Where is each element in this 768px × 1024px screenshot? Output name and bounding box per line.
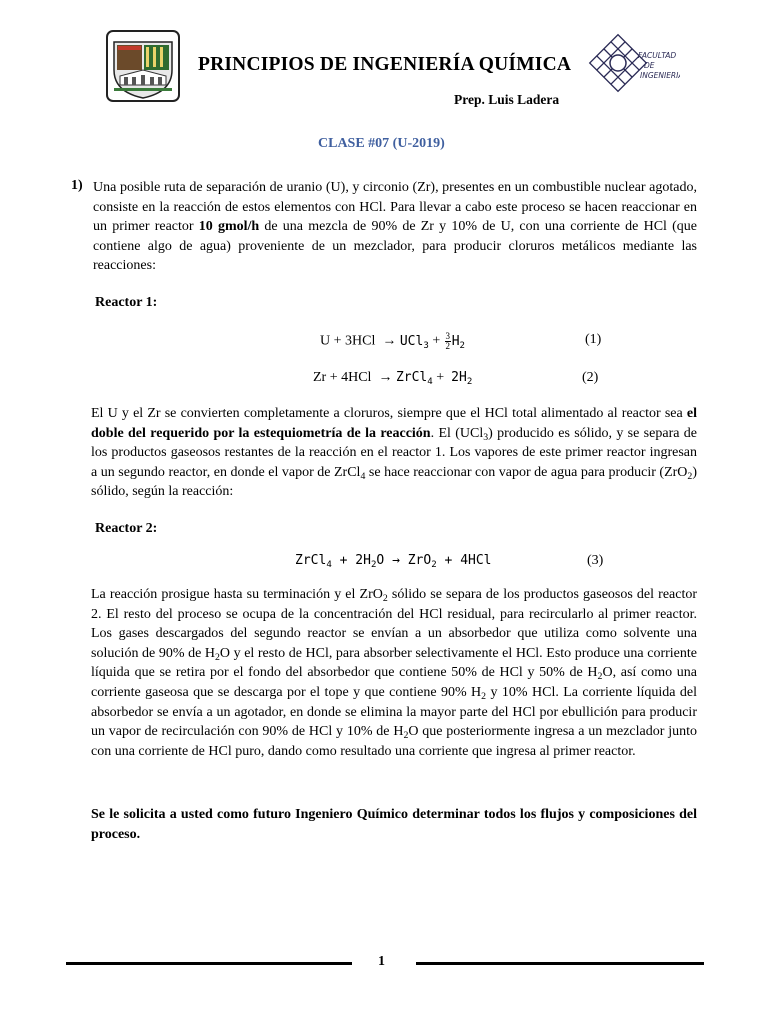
- equation-3: ZrCl$_4$ + $2H_2O \to ZrO_2 + 4HCl$: [295, 553, 492, 570]
- document-title: PRINCIPIOS DE INGENIERÍA QUÍMICA: [198, 54, 572, 75]
- task-statement: Se le solicita a usted como futuro Ingeniero Químico determinar todos los flujos y composiciones del proceso.: [91, 807, 697, 842]
- reactor-1-heading: Reactor 1:: [95, 295, 158, 310]
- svg-text:INGENIERIA: INGENIERIA: [640, 71, 680, 80]
- equation-2-number: (2): [582, 370, 599, 385]
- equation-1: U + 3HCl → UCl$_3$ + $\frac{3}{2}$ $H_2$: [320, 331, 466, 351]
- equation-3-number: (3): [587, 553, 604, 568]
- faculty-logo: [588, 28, 680, 98]
- author-name: Prep. Luis Ladera: [454, 92, 560, 107]
- reactor-2-heading: Reactor 2:: [95, 521, 158, 536]
- problem-number: 1): [71, 178, 83, 193]
- svg-text:DE: DE: [644, 61, 655, 70]
- fraction-three-halves: $\frac{3}{2}$: [445, 331, 450, 351]
- problem-intro: Una posible ruta de separación de uranio (U), y circonio (Zr), presentes en un combustible nuclear agotado, consiste en la reacción de estos elementos con HCl. Para llevar a cabo este proceso se hacen reaccionar en un primer reactor 10 gmol/h de una mezcla de 90% de Zr y 10% de U, con una corriente de HCl (que contiene algo de agua) proveniente de un mezclador, para producir cloruros metálicos mediante las reacciones:: [93, 180, 697, 274]
- footer-rule-right: [416, 962, 704, 965]
- svg-text:FACULTAD: FACULTAD: [638, 51, 677, 60]
- university-logo: [106, 30, 180, 102]
- equation-1-number: (1): [585, 332, 602, 347]
- equation-2: Zr + 4HCl → ZrCl$_4$ + $2H_2$: [313, 370, 473, 387]
- page-number: 1: [378, 954, 385, 969]
- class-heading: CLASE #07 (U-2019): [318, 136, 445, 151]
- footer-rule-left: [66, 962, 352, 965]
- paragraph-conversion: El U y el Zr se convierten completamente a cloruros, siempre que el HCl total alimentado al reactor sea el doble del requerido por la estequiometría de la reacción. El (UCl$_3$) producido es sólido, y se separa de los productos gaseosos restantes de la reacción en el reactor 1. Los vapores de este primer reactor ingresan a un segundo reactor, en donde el vapor de ZrCl$_4$ se hace reaccionar con vapor de agua para producir (ZrO$_2$) sólido, según la reacción:: [91, 406, 697, 500]
- paragraph-process: La reacción prosigue hasta su terminación y el ZrO$_2$ sólido se separa de los productos gaseosos del reactor 2. El resto del proceso se ocupa de la concentración del HCl residual, para recircularlo al primer reactor. Los gases descargados del segundo reactor se envían a un absorbedor que utiliza como solvente una solución de 90% de $H_2O$ y el resto de HCl, para absorber selectivamente el HCl. Esto produce una corriente líquida que se retira por el fondo del absorbedor que contiene 50% de HCl y 50% de $H_2O$, así como una corriente gaseosa que se descarga por el tope y que contiene 90% $H_2$ y 10% HCl. La corriente líquida del absorbedor se envía a un agotador, en donde se elimina la mayor parte del HCl por ebullición para producir un vapor de recirculación con 90% de HCl y 10% de $H_2O$ que posteriormente ingresa a un mezclador junto con una corriente de HCl puro, dando como resultado una corriente que ingresa al primer reactor.: [91, 587, 698, 759]
